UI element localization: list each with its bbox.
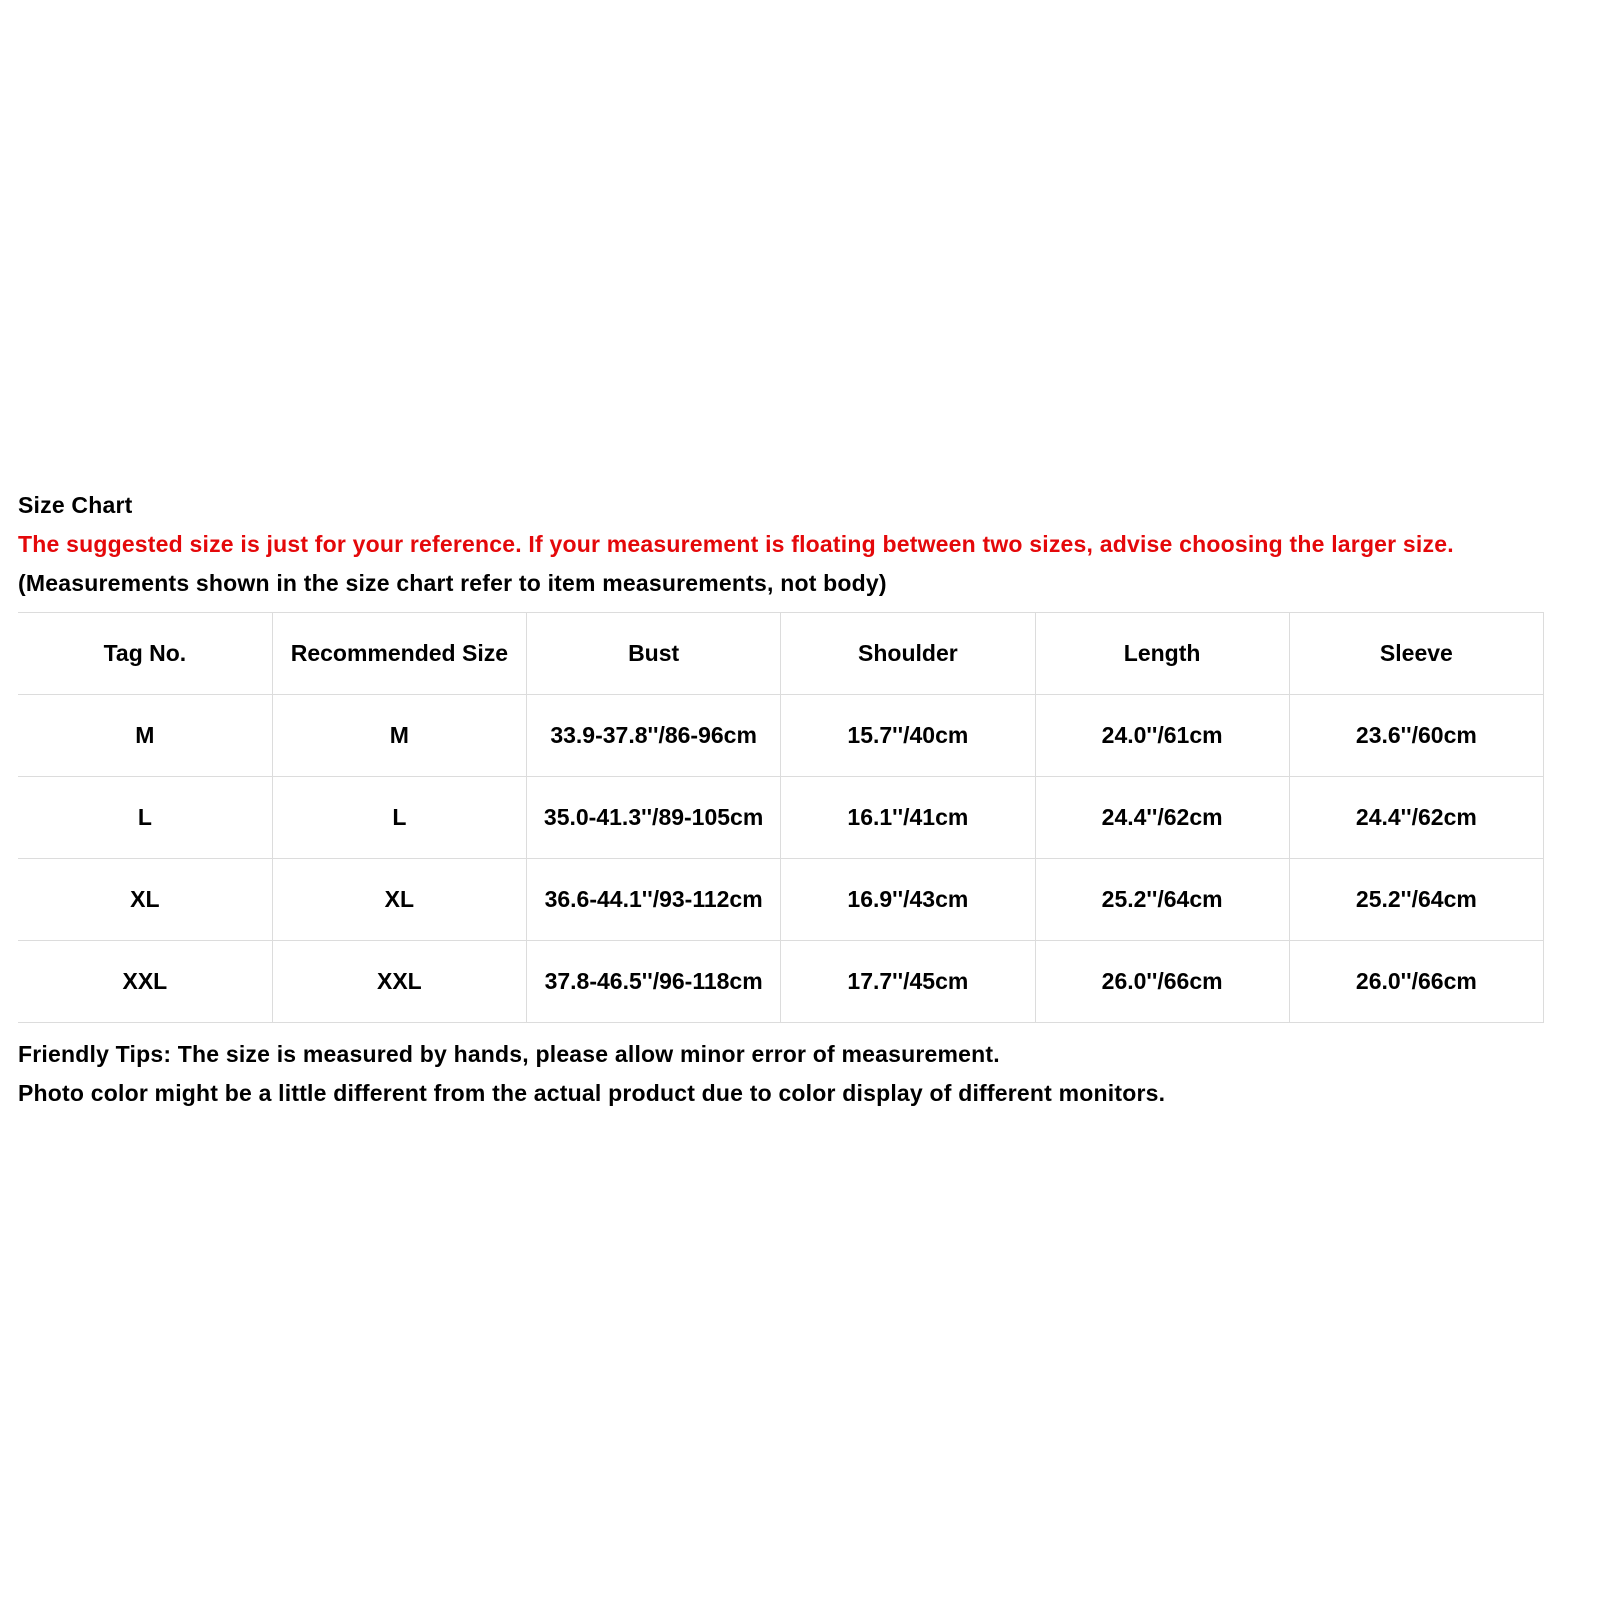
cell-shoulder: 16.1''/41cm <box>781 777 1035 859</box>
cell-tag-no: L <box>18 777 272 859</box>
cell-shoulder: 16.9''/43cm <box>781 859 1035 941</box>
cell-sleeve: 24.4''/62cm <box>1289 777 1543 859</box>
cell-length: 26.0''/66cm <box>1035 941 1289 1023</box>
friendly-tip: Friendly Tips: The size is measured by hands, please allow minor error of measurement. <box>18 1041 1000 1067</box>
size-notice: The suggested size is just for your reference. If your measurement is floating between two sizes, advise choosing the larger size. <box>18 531 1454 557</box>
cell-shoulder: 17.7''/45cm <box>781 941 1035 1023</box>
cell-sleeve: 23.6''/60cm <box>1289 695 1543 777</box>
cell-length: 24.4''/62cm <box>1035 777 1289 859</box>
table-row <box>18 695 1544 777</box>
header-tag-no: Tag No. <box>18 613 272 695</box>
cell-length: 24.0''/61cm <box>1035 695 1289 777</box>
cell-length: 25.2''/64cm <box>1035 859 1289 941</box>
table-row <box>18 777 1544 859</box>
size-table-body <box>18 695 1544 1023</box>
header-recommended-size: Recommended Size <box>272 613 526 695</box>
cell-bust: 33.9-37.8''/86-96cm <box>527 695 781 777</box>
cell-bust: 35.0-41.3''/89-105cm <box>527 777 781 859</box>
size-table-header <box>18 613 1544 695</box>
cell-recommended-size: XL <box>272 859 526 941</box>
size-chart-sheet <box>18 486 1578 1113</box>
cell-sleeve: 25.2''/64cm <box>1289 859 1543 941</box>
cell-bust: 37.8-46.5''/96-118cm <box>527 941 781 1023</box>
table-row <box>18 859 1544 941</box>
header-shoulder: Shoulder <box>781 613 1035 695</box>
cell-shoulder: 15.7''/40cm <box>781 695 1035 777</box>
cell-sleeve: 26.0''/66cm <box>1289 941 1543 1023</box>
size-table <box>18 612 1544 1023</box>
cell-tag-no: XL <box>18 859 272 941</box>
color-disclaimer: Photo color might be a little different from the actual product due to color display of different monitors. <box>18 1080 1166 1106</box>
cell-tag-no: M <box>18 695 272 777</box>
cell-recommended-size: M <box>272 695 526 777</box>
size-chart-title: Size Chart <box>18 492 133 518</box>
cell-bust: 36.6-44.1''/93-112cm <box>527 859 781 941</box>
header-sleeve: Sleeve <box>1289 613 1543 695</box>
table-row <box>18 941 1544 1023</box>
header-length: Length <box>1035 613 1289 695</box>
tips-section <box>18 1035 1578 1113</box>
header-bust: Bust <box>527 613 781 695</box>
measurement-note: (Measurements shown in the size chart refer to item measurements, not body) <box>18 570 887 596</box>
cell-tag-no: XXL <box>18 941 272 1023</box>
header-row <box>18 613 1544 695</box>
cell-recommended-size: XXL <box>272 941 526 1023</box>
cell-recommended-size: L <box>272 777 526 859</box>
